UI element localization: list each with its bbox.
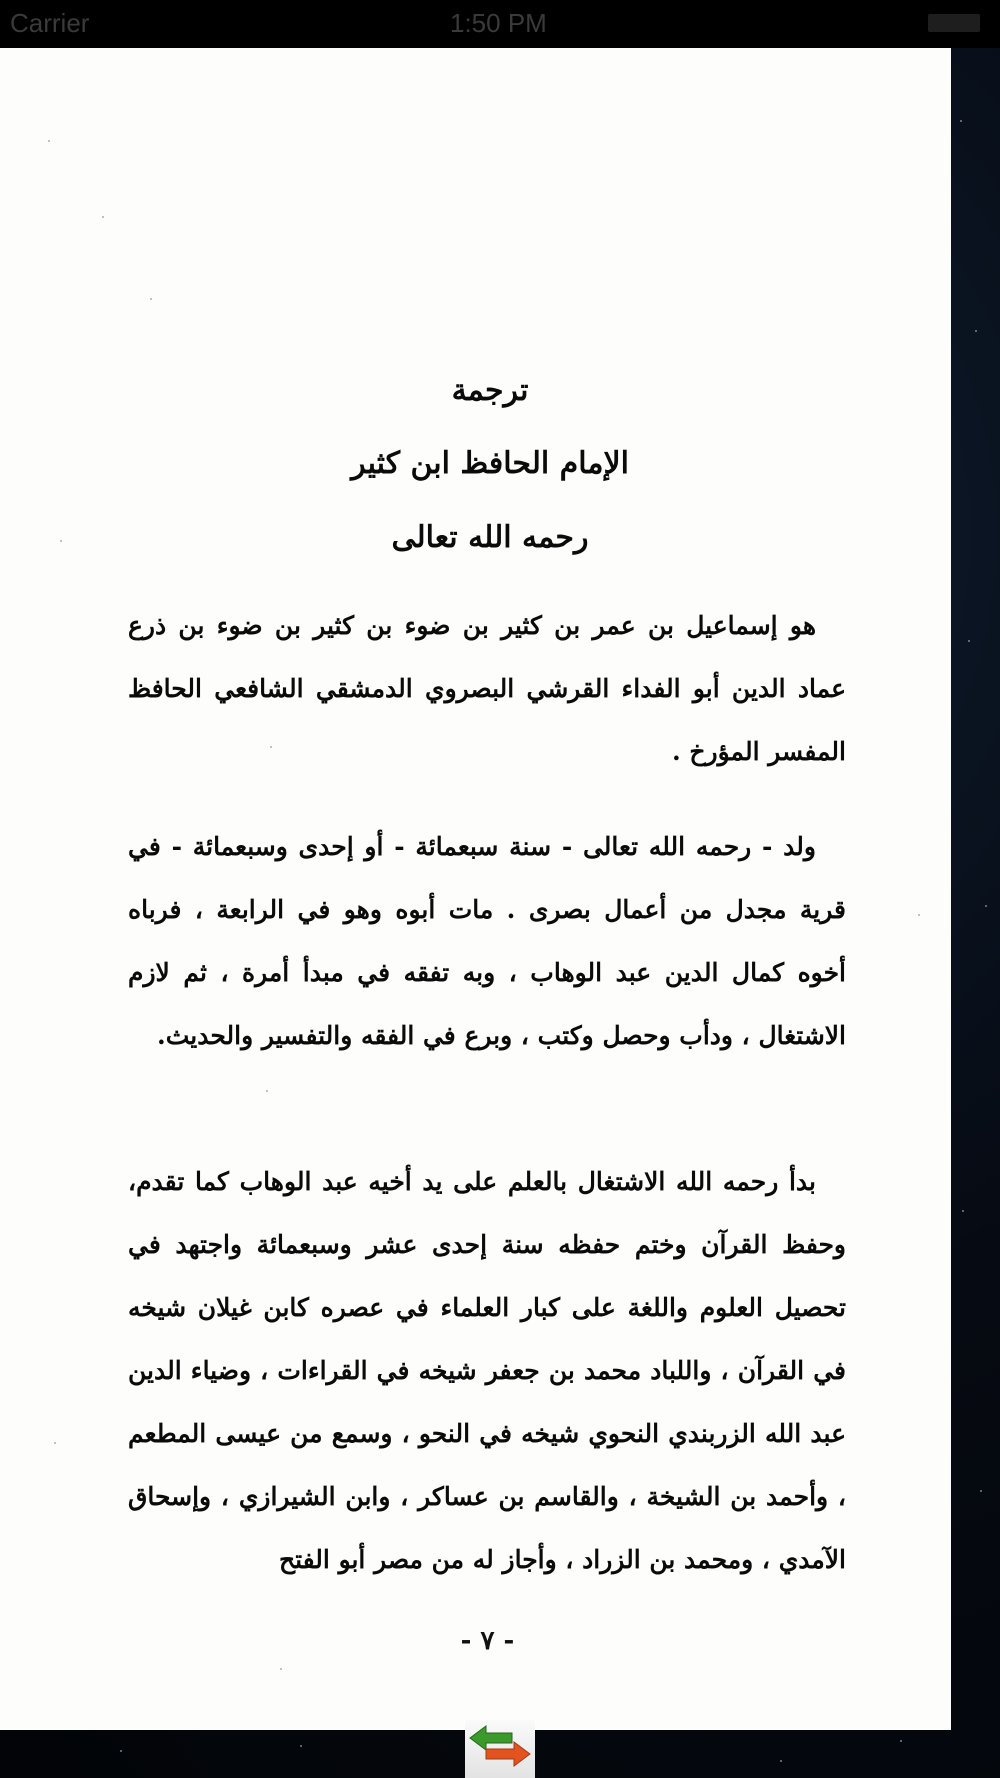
paper-speck <box>150 298 152 300</box>
background-star <box>960 120 962 122</box>
paragraph-education: بدأ رحمه الله الاشتغال بالعلم على يد أخيه عبد الوهاب كما تقدم، وحفظ القرآن وختم حفظه سنة إحدى عشر وسبعمائة واجتهد في تحصيل العلوم واللغة على كبار العلماء في عصره كابن غيلان شيخه في القرآن ، واللباد محمد بن جعفر شيخه في القراءات ، وضياء الدين عبد الله الزربندي النحوي شيخه في النحو ، وسمع من عيسى المطعم ، وأحمد بن الشيخة ، والقاسم بن عساكر ، وابن الشيرازي ، وإسحاق الآمدي ، ومحمد بن الزراد ، وأجاز له من مصر أبو الفتح <box>128 1167 846 1574</box>
biography-blessing: رحمه الله تعالى <box>391 520 589 555</box>
swap-arrows-icon <box>468 1724 532 1774</box>
paper-speck <box>102 216 104 218</box>
background-star <box>120 1750 122 1752</box>
book-page[interactable] <box>0 48 951 1730</box>
paper-speck <box>266 1090 268 1092</box>
carrier-label: Carrier <box>10 8 90 38</box>
paper-speck <box>918 914 920 916</box>
paper-speck <box>280 1668 282 1670</box>
paragraph-lineage: هو إسماعيل بن عمر بن كثير بن ضوء بن كثير بن ضوء بن ذرع عماد الدين أبو الفداء القرشي البصروي الدمشقي الشافعي الحافظ المفسر المؤرخ . <box>128 611 846 766</box>
background-star <box>975 330 977 332</box>
background-star <box>300 1745 302 1747</box>
paper-speck <box>48 140 50 142</box>
background-star <box>780 1760 782 1762</box>
background-star <box>985 905 987 907</box>
biography-title: ترجمة <box>451 373 529 408</box>
battery-icon <box>928 14 980 32</box>
background-star <box>968 640 970 642</box>
paragraph-birth: ولد - رحمه الله تعالى - سنة سبعمائة - أو إحدى وسبعمائة - في قرية مجدل من أعمال بصرى . مات أبوه وهو في الرابعة ، فرباه أخوه كمال الدين عبد الوهاب ، وبه تفقه في مبدأ أمرة ، ثم لازم الاشتغال ، ودأب وحصل وكتب ، وبرع في الفقه والتفسير والحديث. <box>128 832 846 1050</box>
page-number: - ٧ - <box>460 1626 515 1656</box>
biography-subject: الإمام الحافظ ابن كثير <box>351 446 629 481</box>
paper-speck <box>54 1442 56 1444</box>
status-bar <box>0 0 1000 48</box>
page-navigation-button[interactable] <box>465 1720 535 1778</box>
background-star <box>900 1740 902 1742</box>
background-star <box>980 1490 982 1492</box>
background-star <box>962 1210 964 1212</box>
status-time: 1:50 PM <box>450 8 547 38</box>
